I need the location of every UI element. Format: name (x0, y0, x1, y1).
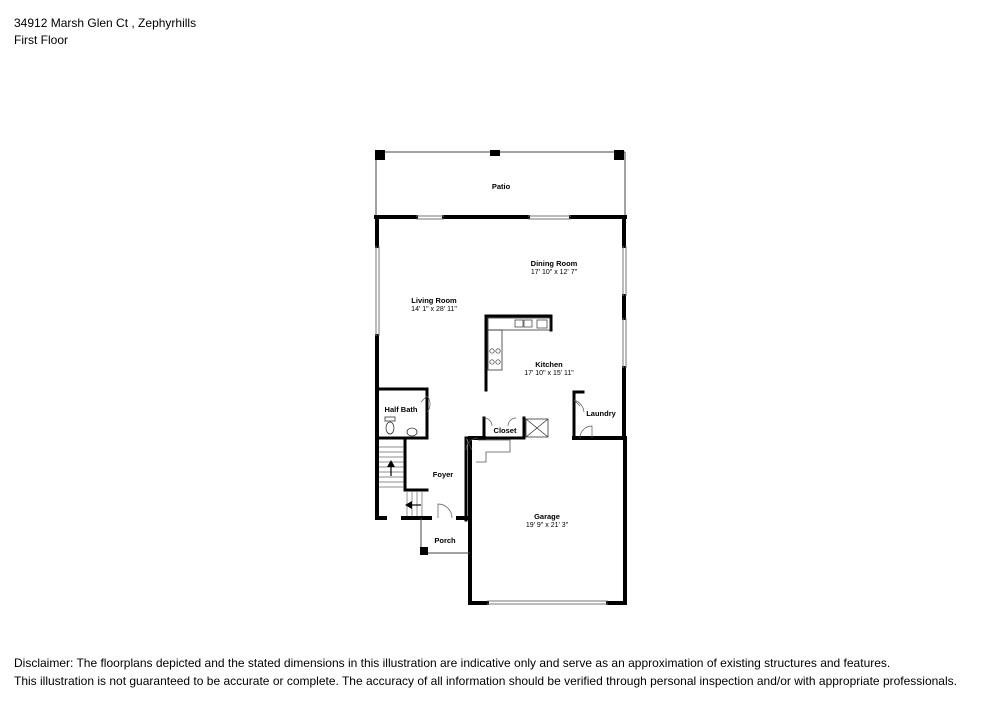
stairs (379, 447, 422, 516)
living-room-label: Living Room (411, 296, 457, 305)
bath-sink-icon (407, 428, 417, 436)
water-heater-icon (526, 419, 548, 437)
stove-icon (490, 349, 500, 364)
property-address: 34912 Marsh Glen Ct , Zephyrhills (14, 16, 197, 30)
arrow-left-icon (405, 501, 421, 509)
garage-steps (476, 440, 510, 462)
closet-label: Closet (493, 426, 517, 435)
garage-dims: 19' 9" x 21' 3" (525, 522, 569, 529)
sink-icon (515, 320, 532, 327)
kitchen-dims: 17' 10" x 15' 11" (524, 370, 574, 377)
disclaimer-line-2: This illustration is not guaranteed to be accurate or complete. The accuracy of all information should be verified through personal inspection and/or with appropriate professionals. (14, 674, 957, 688)
living-room-dims: 14' 1" x 28' 11" (411, 306, 457, 313)
toilet-icon (385, 417, 395, 434)
door-swings (421, 396, 592, 518)
garage-label: Garage (534, 512, 560, 521)
patio-label: Patio (491, 182, 511, 191)
arrow-up-icon (387, 460, 395, 476)
dishwasher-icon (537, 320, 547, 328)
porch-post (420, 547, 428, 555)
dining-room-dims: 17' 10" x 12' 7" (530, 269, 578, 276)
kitchen-label: Kitchen (535, 360, 563, 369)
floor-label: First Floor (14, 33, 68, 47)
dining-room-label: Dining Room (530, 259, 578, 268)
interior-walls (377, 316, 624, 520)
foyer-label: Foyer (432, 470, 454, 479)
disclaimer-line-1: Disclaimer: The floorplans depicted and the stated dimensions in this illustration are indicative only and serve as an approximation of existing structures and features. (14, 656, 891, 670)
half-bath-label: Half Bath (384, 405, 418, 414)
laundry-label: Laundry (586, 409, 616, 418)
porch-label: Porch (434, 536, 456, 545)
